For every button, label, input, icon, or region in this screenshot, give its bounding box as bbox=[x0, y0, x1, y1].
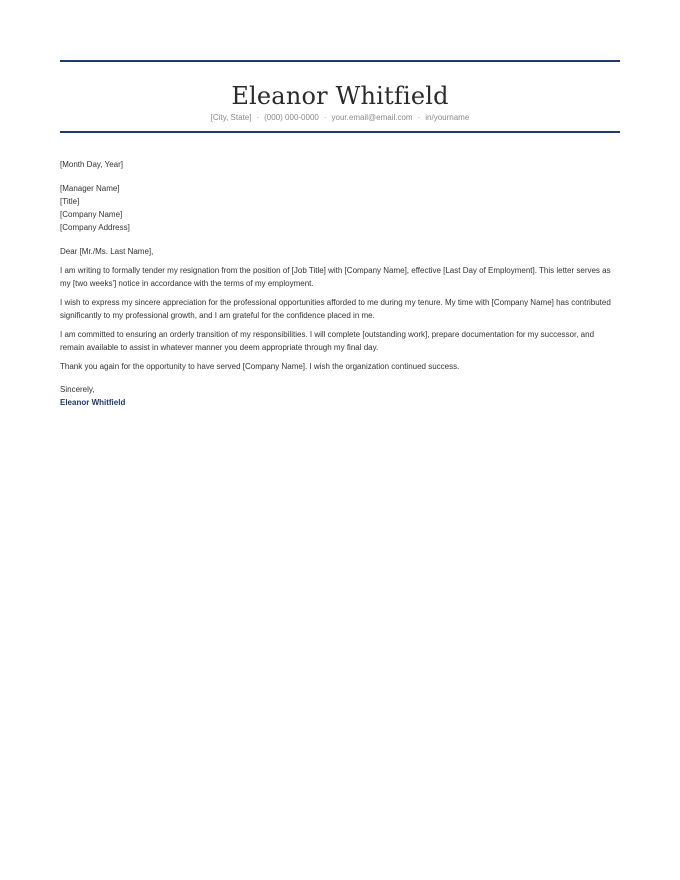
contact-line bbox=[0, 113, 680, 123]
sender-name: Eleanor Whitfield bbox=[231, 82, 449, 110]
body-paragraph-3: I am committed to ensuring an orderly transition of my responsibilities. I will complete [outstanding work], prepare documentation for my successor, and remain available to assist in whatever manner you deem appropriate through my final day. bbox=[60, 330, 595, 352]
recipient-company: [Company Name] bbox=[60, 210, 123, 219]
body-paragraph-1: I am writing to formally tender my resignation from the position of [Job Title] with [Company Name], effective [Last Day of Employment]. This letter serves as my [two weeks'] notice in accordance with the terms of my employment. bbox=[60, 266, 611, 288]
contact-email: your.email@email.com bbox=[331, 113, 413, 122]
contact-separator: · bbox=[417, 113, 421, 122]
contact-location: [City, State] bbox=[210, 113, 252, 122]
signature-name: Eleanor Whitfield bbox=[60, 397, 126, 407]
closing: Sincerely, bbox=[60, 384, 95, 394]
letter-body bbox=[60, 158, 620, 409]
contact-phone: (000) 000-0000 bbox=[264, 113, 319, 122]
contact-separator: · bbox=[256, 113, 260, 122]
contact-separator: · bbox=[323, 113, 327, 122]
recipient-block bbox=[60, 182, 620, 234]
body-paragraph-4: Thank you again for the opportunity to have served [Company Name]. I wish the organization continued success. bbox=[60, 362, 460, 371]
header-top-rule bbox=[60, 60, 620, 62]
contact-linkedin: in/yourname bbox=[425, 113, 470, 122]
letter-date: [Month Day, Year] bbox=[60, 160, 123, 169]
recipient-manager: [Manager Name] bbox=[60, 184, 120, 193]
body-paragraph-2: I wish to express my sincere appreciation for the professional opportunities afforded to me during my tenure. My time with [Company Name] has contributed significantly to my professional growth, and I am grateful for the confidence placed in me. bbox=[60, 298, 611, 320]
header-bottom-rule bbox=[60, 131, 620, 133]
recipient-title: [Title] bbox=[60, 197, 80, 206]
recipient-address: [Company Address] bbox=[60, 223, 130, 232]
salutation: Dear [Mr./Ms. Last Name], bbox=[60, 247, 154, 256]
